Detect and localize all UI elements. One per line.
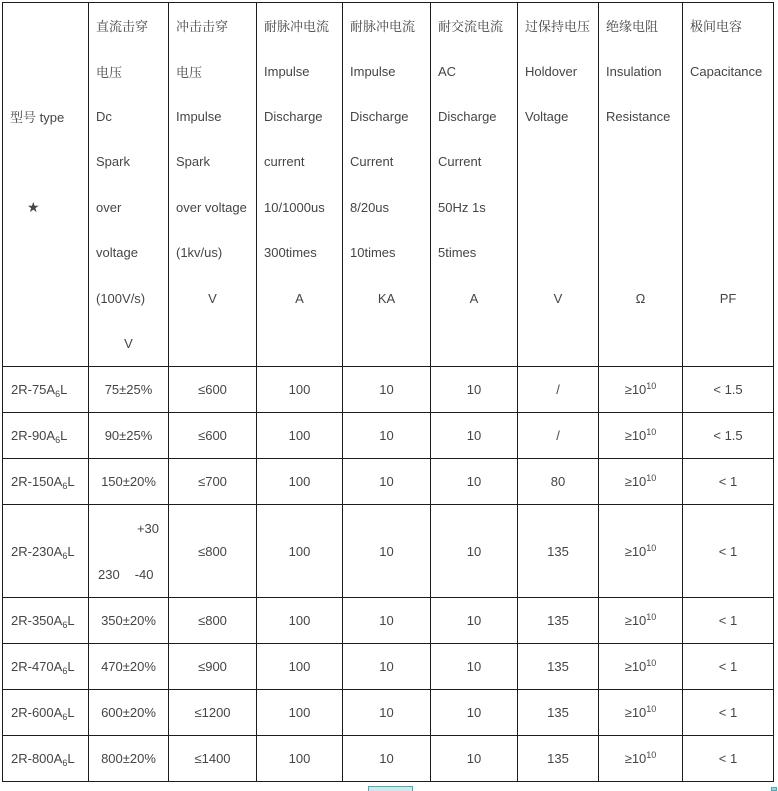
cell-impulse-spark: ≤700 (169, 459, 257, 505)
header-capacitance-unit: PF (719, 290, 737, 306)
header-impulse-discharge-8-20-cn: 耐脉冲电流 (350, 19, 416, 35)
star-icon: ★ (27, 198, 40, 215)
cell-dc-spark: 350±20% (89, 598, 169, 644)
cell-ac-discharge: 10 (431, 690, 518, 736)
cell-model: $2R-150A_6L$ (3, 459, 89, 505)
cell-insulation: $\ge 10^{10}$ (599, 505, 683, 598)
cell-impulse-discharge-8-20: 10 (343, 598, 431, 644)
header-capacitance-cn: 极间电容 (690, 19, 743, 35)
cell-insulation: $\ge 10^{10}$ (599, 644, 683, 690)
table-row (3, 644, 774, 690)
cell-holdover: 135 (518, 598, 599, 644)
cell-ac-discharge: 10 (431, 505, 518, 598)
header-impulse-discharge: 耐脉冲电流 Impulse Discharge current 10/1000us 300times A (257, 3, 343, 367)
header-dc-spark: 直流击穿 电压 Dc Spark over voltage (100V/s) V (89, 3, 169, 367)
cell-impulse-discharge-8-20: 10 (343, 505, 431, 598)
cell-ac-discharge: 10 (431, 598, 518, 644)
header-ac-discharge: 耐交流电流 AC Discharge Current 50Hz 1s 5times A (431, 3, 518, 367)
cell-capacitance: < 1 (683, 644, 774, 690)
cell-model: $2R-90A_6L$ (3, 413, 89, 459)
cell-model: $2R-75A_6L$ (3, 367, 89, 413)
header-ac-discharge-cn: 耐交流电流 (438, 19, 504, 35)
cell-impulse-spark: ≤800 (169, 598, 257, 644)
cell-model: $2R-230A_6L$ (3, 505, 89, 598)
cell-capacitance: < 1 (683, 459, 774, 505)
cell-impulse-spark: ≤1200 (169, 690, 257, 736)
cell-holdover: 135 (518, 505, 599, 598)
cell-dc-spark: 600±20% (89, 690, 169, 736)
cell-impulse-spark: ≤600 (169, 413, 257, 459)
header-impulse-discharge-cn: 耐脉冲电流 (264, 19, 330, 35)
table-row (3, 367, 774, 413)
cell-insulation: $\ge 10^{10}$ (599, 736, 683, 782)
spec-table (2, 2, 774, 782)
cell-holdover: / (518, 413, 599, 459)
cell-model: $2R-600A_6L$ (3, 690, 89, 736)
cell-ac-discharge: 10 (431, 736, 518, 782)
cell-holdover: 80 (518, 459, 599, 505)
dc-spark-plus-tolerance: +30 (136, 520, 159, 536)
header-type (3, 3, 89, 367)
cell-insulation: $\ge 10^{10}$ (599, 690, 683, 736)
cell-dc-spark: 150±20% (89, 459, 169, 505)
cell-impulse-discharge-8-20: 10 (343, 413, 431, 459)
cell-impulse-spark: ≤1400 (169, 736, 257, 782)
cell-capacitance: < 1.5 (683, 367, 774, 413)
cell-ac-discharge: 10 (431, 413, 518, 459)
header-insulation-unit: Ω (635, 290, 646, 306)
header-insulation: 绝缘电阻 Insulation Resistance Ω (599, 3, 683, 367)
cell-impulse-discharge: 100 (257, 367, 343, 413)
table-row (3, 413, 774, 459)
table-row (3, 690, 774, 736)
cell-dc-spark: 800±20% (89, 736, 169, 782)
cell-model: $2R-350A_6L$ (3, 598, 89, 644)
cell-impulse-discharge: 100 (257, 690, 343, 736)
cell-impulse-discharge-8-20: 10 (343, 690, 431, 736)
cell-impulse-spark: ≤900 (169, 644, 257, 690)
cell-ac-discharge: 10 (431, 367, 518, 413)
header-holdover-unit: V (553, 290, 563, 306)
cell-capacitance: < 1 (683, 690, 774, 736)
cell-impulse-discharge-8-20: 10 (343, 459, 431, 505)
cell-impulse-discharge: 100 (257, 413, 343, 459)
cell-insulation: $\ge 10^{10}$ (599, 367, 683, 413)
header-impulse-spark-unit: V (208, 290, 217, 306)
cell-dc-spark: 470±20% (89, 644, 169, 690)
cell-impulse-discharge-8-20: 10 (343, 644, 431, 690)
header-holdover: 过保持电压 Holdover Voltage V (518, 3, 599, 367)
header-holdover-cn: 过保持电压 (525, 19, 591, 35)
cell-holdover: 135 (518, 736, 599, 782)
selection-handle-artifact (368, 786, 413, 791)
cell-impulse-spark: ≤600 (169, 367, 257, 413)
cell-insulation: $\ge 10^{10}$ (599, 459, 683, 505)
corner-handle-artifact (771, 787, 777, 791)
header-dc-spark-cn: 直流击穿 (96, 19, 149, 35)
cell-impulse-spark: ≤800 (169, 505, 257, 598)
table-row (3, 598, 774, 644)
table-row (3, 505, 774, 598)
cell-holdover: 135 (518, 644, 599, 690)
cell-capacitance: < 1 (683, 505, 774, 598)
cell-impulse-discharge-8-20: 10 (343, 736, 431, 782)
header-row (3, 3, 774, 367)
cell-capacitance: < 1 (683, 736, 774, 782)
cell-impulse-discharge: 100 (257, 644, 343, 690)
cell-model: $2R-470A_6L$ (3, 644, 89, 690)
header-impulse-spark: 冲击击穿 电压 Impulse Spark over voltage (1kv/us) V (169, 3, 257, 367)
cell-impulse-discharge: 100 (257, 598, 343, 644)
dc-spark-base-and-minus: 230 -40 (98, 566, 154, 582)
cell-holdover: / (518, 367, 599, 413)
cell-holdover: 135 (518, 690, 599, 736)
cell-ac-discharge: 10 (431, 644, 518, 690)
header-dc-spark-unit: V (124, 335, 133, 351)
cell-insulation: $\ge 10^{10}$ (599, 413, 683, 459)
cell-model: $2R-800A_6L$ (3, 736, 89, 782)
header-type-label: 型号 type (10, 109, 65, 125)
table-row (3, 736, 774, 782)
header-impulse-discharge-8-20-unit: KA (377, 290, 396, 306)
cell-capacitance: < 1 (683, 598, 774, 644)
cell-impulse-discharge: 100 (257, 459, 343, 505)
cell-impulse-discharge: 100 (257, 736, 343, 782)
cell-dc-spark: 75±25% (89, 367, 169, 413)
header-insulation-cn: 绝缘电阻 (606, 19, 659, 35)
table-row (3, 459, 774, 505)
cell-ac-discharge: 10 (431, 459, 518, 505)
header-impulse-spark-cn: 冲击击穿 (176, 19, 229, 35)
header-impulse-discharge-unit: A (295, 290, 304, 306)
cell-impulse-discharge-8-20: 10 (343, 367, 431, 413)
header-ac-discharge-unit: A (469, 290, 479, 306)
cell-capacitance: < 1.5 (683, 413, 774, 459)
cell-impulse-discharge: 100 (257, 505, 343, 598)
cell-insulation: $\ge 10^{10}$ (599, 598, 683, 644)
cell-dc-spark-tolerance (89, 505, 169, 598)
header-impulse-discharge-8-20: 耐脉冲电流 Impulse Discharge Current 8/20us 10times KA (343, 3, 431, 367)
header-capacitance: 极间电容 Capacitance PF (683, 3, 774, 367)
cell-dc-spark: 90±25% (89, 413, 169, 459)
